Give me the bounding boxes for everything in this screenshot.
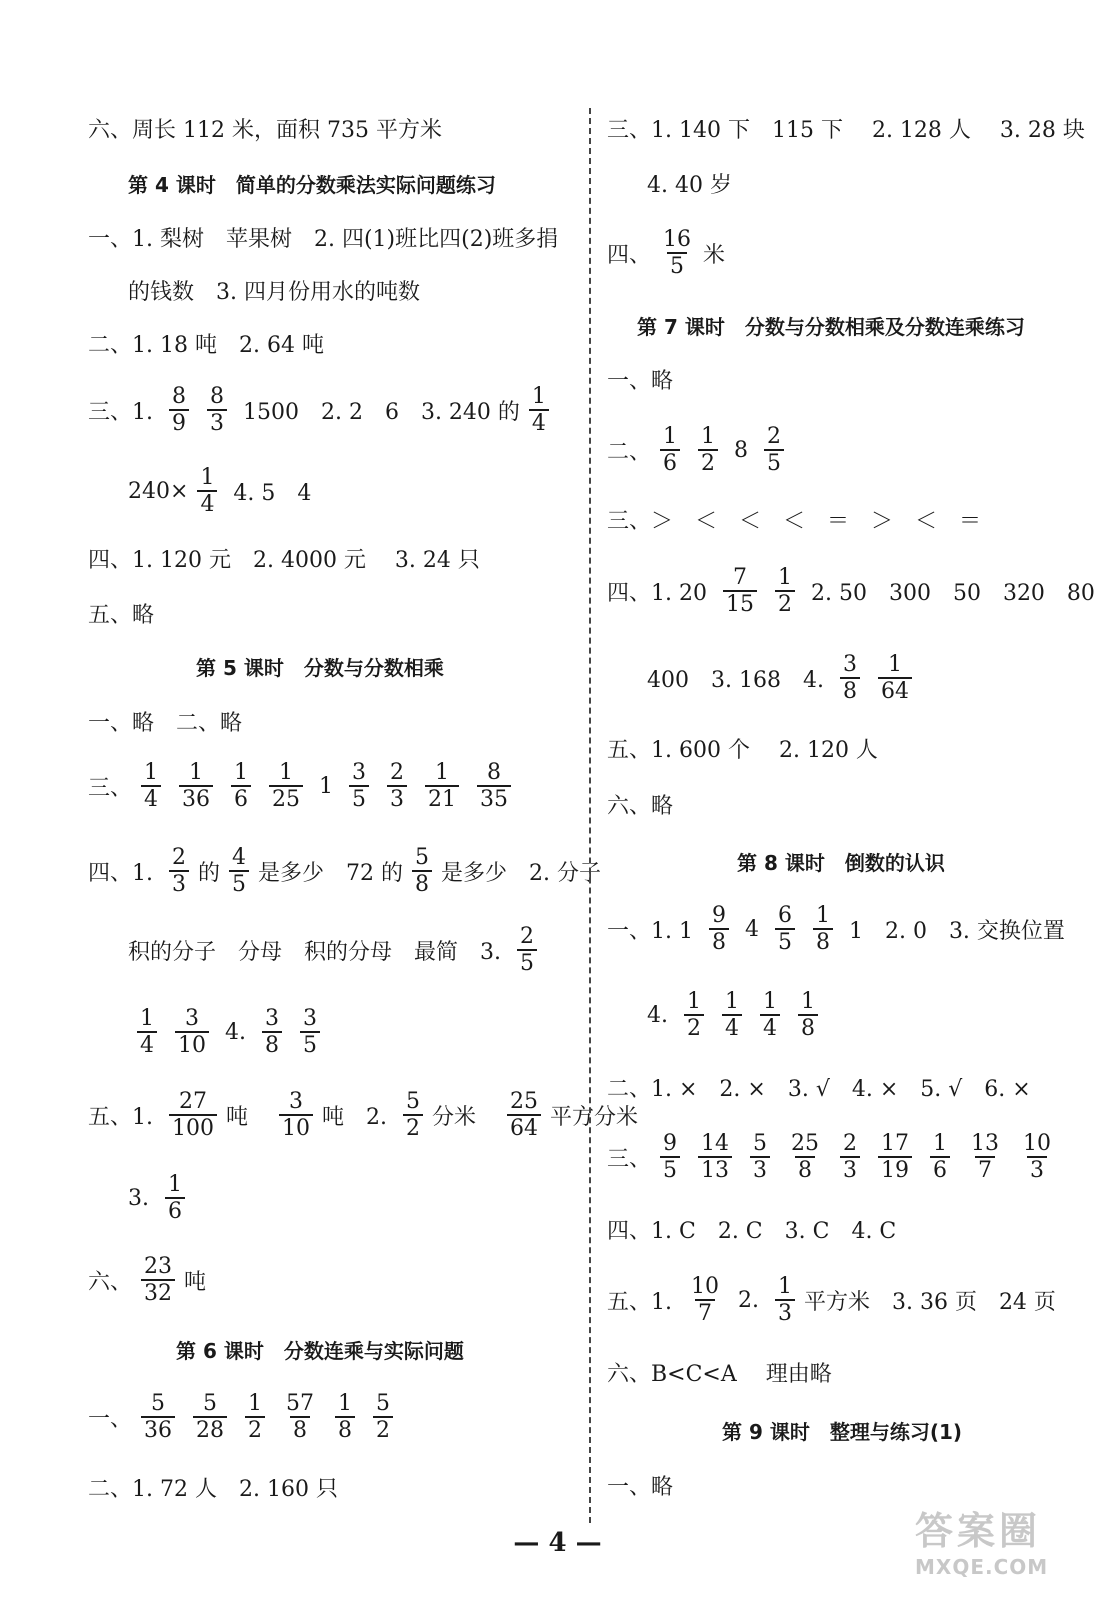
fraction-numerator: 13 — [971, 1130, 1000, 1156]
fraction — [245, 1392, 265, 1442]
answer-line — [607, 108, 1085, 148]
answer-text: 二、1. 72 人 2. 160 只 — [88, 1476, 338, 1502]
fraction-denominator: 28 — [193, 1416, 227, 1442]
fraction-numerator: 10 — [690, 1273, 719, 1299]
fraction-numerator: 3 — [185, 1005, 199, 1031]
fraction — [709, 904, 729, 954]
fraction-denominator: 36 — [141, 1416, 175, 1442]
fraction-denominator: 4 — [760, 1014, 780, 1040]
fraction-numerator: 9 — [711, 902, 726, 928]
fraction — [425, 761, 459, 811]
answer-text: 4 — [737, 916, 766, 942]
fraction — [750, 1132, 770, 1182]
fraction — [279, 1090, 313, 1140]
fraction — [137, 1007, 157, 1057]
answer-text: 四、1. C 2. C 3. C 4. C — [607, 1218, 897, 1244]
lesson-title — [128, 163, 496, 203]
fraction-numerator: 1 — [686, 988, 701, 1014]
fraction — [968, 1132, 1002, 1182]
page-number: — 4 — — [513, 1528, 602, 1558]
answer-line — [607, 1209, 896, 1249]
fraction — [723, 566, 757, 616]
answer-text: 六、B<C<A 理由略 — [607, 1361, 832, 1387]
fraction-denominator: 10 — [279, 1114, 313, 1140]
answer-text: 平方米 3. 36 页 24 页 — [803, 1289, 1056, 1315]
answer-line — [88, 108, 442, 148]
fraction-denominator: 3 — [750, 1156, 770, 1182]
fraction-denominator: 5 — [660, 1156, 680, 1182]
fraction-denominator: 64 — [878, 677, 912, 703]
fraction — [660, 1132, 680, 1182]
answer-text: 三、1. 140 下 115 下 2. 128 人 3. 28 块 — [607, 117, 1085, 143]
fraction-denominator: 7 — [975, 1156, 995, 1182]
fraction-numerator: 23 — [144, 1253, 173, 1279]
answer-text: 4. 5 4 — [226, 480, 312, 506]
fraction-denominator: 5 — [775, 928, 795, 954]
fraction — [477, 761, 511, 811]
answer-line — [88, 538, 480, 578]
answer-line — [647, 651, 921, 704]
answer-text: 4. — [647, 1002, 675, 1028]
answer-line — [88, 217, 558, 257]
fraction — [840, 1132, 860, 1182]
lesson-title-text: 第 5 课时 分数与分数相乘 — [196, 655, 444, 680]
fraction — [193, 1392, 227, 1442]
fraction — [930, 1132, 950, 1182]
fraction-numerator: 5 — [415, 844, 429, 870]
fraction-numerator: 1 — [663, 423, 678, 449]
answer-text: 一、 — [88, 1406, 133, 1432]
fraction — [165, 1173, 185, 1223]
answer-line — [607, 1352, 832, 1392]
answer-text: 六、 — [88, 1269, 133, 1295]
fraction-denominator: 3 — [207, 409, 227, 435]
answer-text: 二、1. × 2. × 3. √ 4. × 5. √ 6. × — [607, 1076, 1031, 1102]
lesson-title-text: 第 6 课时 分数连乘与实际问题 — [176, 1338, 464, 1363]
fraction-numerator: 3 — [264, 1005, 279, 1031]
fraction — [775, 566, 795, 616]
fraction-denominator: 100 — [169, 1114, 217, 1140]
answer-text: 四、1. 20 — [607, 580, 714, 606]
answer-text: 分米 — [431, 1104, 498, 1130]
answer-text: 一、1. 1 — [607, 918, 700, 944]
fraction-numerator: 5 — [151, 1390, 166, 1416]
fraction-numerator: 1 — [887, 651, 902, 677]
fraction-numerator: 2 — [520, 923, 534, 949]
answer-text: 四、 — [607, 242, 652, 268]
lesson-title-text: 第 8 课时 倒数的认识 — [737, 850, 945, 875]
answer-text: 一、略 二、略 — [88, 710, 243, 736]
fraction-denominator: 32 — [141, 1279, 175, 1305]
answer-line — [88, 844, 601, 897]
answer-text: 2. 50 300 50 320 80 — [803, 580, 1095, 606]
answer-line — [607, 728, 878, 768]
fraction-denominator: 6 — [165, 1197, 185, 1223]
fraction-numerator: 1 — [144, 759, 159, 785]
fraction-numerator: 6 — [777, 902, 792, 928]
fraction-numerator: 5 — [203, 1390, 218, 1416]
answer-text: 六、略 — [607, 793, 674, 819]
fraction-numerator: 3 — [842, 651, 857, 677]
fraction-numerator: 2 — [390, 759, 404, 785]
lesson-title — [176, 1329, 464, 1369]
answer-text: 积的分子 分母 积的分母 最简 3. — [128, 939, 508, 965]
answer-line — [607, 226, 726, 279]
fraction-numerator: 14 — [701, 1130, 730, 1156]
fraction-denominator: 5 — [349, 785, 369, 811]
fraction-denominator: 8 — [798, 1014, 818, 1040]
answer-text: 1500 2. 2 6 3. 240 的 — [235, 399, 520, 425]
fraction-numerator: 3 — [352, 759, 366, 785]
answer-text: 8 — [727, 437, 755, 463]
fraction — [1020, 1132, 1054, 1182]
answer-text: 五、1. — [607, 1289, 679, 1315]
fraction-numerator: 1 — [435, 759, 449, 785]
fraction-denominator: 2 — [698, 449, 718, 475]
fraction-denominator: 4 — [722, 1014, 742, 1040]
fraction — [175, 1007, 209, 1057]
fraction-denominator: 5 — [300, 1031, 320, 1057]
answer-line — [607, 1273, 1056, 1326]
answer-line — [607, 499, 981, 539]
fraction-denominator: 6 — [660, 449, 680, 475]
answer-line — [88, 1088, 639, 1141]
answer-line — [607, 564, 1095, 617]
fraction-denominator: 8 — [412, 870, 432, 896]
fraction-denominator: 8 — [840, 677, 860, 703]
fraction-denominator: 3 — [775, 1299, 795, 1325]
fraction-denominator: 8 — [795, 1156, 815, 1182]
answer-line — [128, 464, 312, 517]
fraction-denominator: 5 — [517, 949, 537, 975]
fraction — [387, 761, 407, 811]
answer-text: 三、 — [607, 1146, 652, 1172]
fraction — [775, 904, 795, 954]
fraction-denominator: 3 — [387, 785, 407, 811]
fraction — [207, 385, 227, 435]
fraction — [179, 761, 213, 811]
fraction — [775, 1275, 795, 1325]
fraction-numerator: 1 — [189, 759, 204, 785]
answer-text: 吨 2. — [322, 1104, 394, 1130]
answer-text: 平方分米 — [550, 1104, 639, 1130]
fraction-denominator: 64 — [507, 1114, 541, 1140]
fraction-numerator: 1 — [762, 988, 777, 1014]
fraction-numerator: 1 — [234, 759, 249, 785]
fraction-numerator: 1 — [701, 423, 716, 449]
answer-text: 五、略 — [88, 602, 155, 628]
fraction — [283, 1392, 317, 1442]
fraction — [698, 1132, 732, 1182]
fraction-numerator: 1 — [200, 464, 215, 490]
fraction — [169, 1090, 217, 1140]
fraction-denominator: 8 — [813, 928, 833, 954]
fraction — [412, 846, 432, 896]
fraction — [197, 466, 217, 516]
answer-text: 的钱数 3. 四月份用水的吨数 — [128, 279, 420, 305]
fraction — [169, 385, 189, 435]
answer-line — [607, 902, 1065, 955]
fraction-denominator: 8 — [335, 1416, 355, 1442]
fraction-numerator: 10 — [1023, 1130, 1052, 1156]
answer-text: 三、＞ ＜ ＜ ＜ ＝ ＞ ＜ ＝ — [607, 508, 982, 534]
answer-text: 三、 — [88, 775, 133, 801]
lesson-title — [737, 841, 945, 881]
fraction-denominator: 15 — [723, 590, 757, 616]
fraction-denominator: 8 — [290, 1416, 310, 1442]
answer-text: 3. — [128, 1185, 156, 1211]
fraction — [349, 761, 369, 811]
answer-text: 二、 — [607, 439, 652, 465]
fraction — [231, 761, 251, 811]
answer-text: 五、1. — [88, 1104, 160, 1130]
fraction-denominator: 9 — [169, 409, 189, 435]
answer-line — [88, 593, 154, 633]
answer-text: 2. — [730, 1287, 766, 1313]
answer-line — [607, 359, 673, 399]
fraction-numerator: 1 — [531, 383, 546, 409]
fraction-denominator: 5 — [229, 870, 249, 896]
fraction-numerator: 2 — [767, 423, 781, 449]
answer-line — [128, 1171, 194, 1224]
fraction-denominator: 5 — [764, 449, 784, 475]
fraction-denominator: 36 — [179, 785, 213, 811]
fraction-denominator: 2 — [684, 1014, 704, 1040]
fraction-denominator: 7 — [695, 1299, 715, 1325]
fraction — [141, 761, 161, 811]
answer-text: 400 3. 168 4. — [647, 667, 831, 693]
fraction-numerator: 8 — [487, 759, 501, 785]
fraction-numerator: 1 — [248, 1390, 263, 1416]
answer-line — [607, 1130, 1063, 1183]
answer-text: 三、1. — [88, 399, 160, 425]
fraction — [764, 425, 784, 475]
answer-line — [647, 988, 827, 1041]
fraction-numerator: 57 — [286, 1390, 315, 1416]
fraction — [878, 1132, 912, 1182]
fraction-numerator: 25 — [791, 1130, 820, 1156]
lesson-title-text: 第 7 课时 分数与分数相乘及分数连乘练习 — [637, 314, 1025, 339]
fraction-denominator: 25 — [269, 785, 303, 811]
fraction — [335, 1392, 355, 1442]
fraction-denominator: 4 — [529, 409, 549, 435]
fraction — [229, 846, 249, 896]
lesson-title — [196, 646, 444, 686]
fraction-numerator: 25 — [510, 1088, 538, 1114]
answer-line — [647, 163, 732, 203]
fraction — [813, 904, 833, 954]
fraction-numerator: 3 — [289, 1088, 303, 1114]
watermark-text-bottom: MXQE.COM — [915, 1555, 1049, 1579]
fraction-numerator: 4 — [232, 844, 246, 870]
fraction-denominator: 4 — [137, 1031, 157, 1057]
fraction — [269, 761, 303, 811]
watermark-text-top: 答案圈 — [915, 1509, 1042, 1553]
fraction — [141, 1392, 175, 1442]
fraction — [529, 385, 549, 435]
fraction-denominator: 8 — [262, 1031, 282, 1057]
fraction — [684, 990, 704, 1040]
fraction-denominator: 4 — [197, 490, 217, 516]
lesson-title — [722, 1410, 962, 1450]
answer-text: 五、1. 600 个 2. 120 人 — [607, 737, 878, 763]
answer-line — [88, 1390, 402, 1443]
answer-line — [607, 423, 793, 476]
fraction-denominator: 19 — [878, 1156, 912, 1182]
answer-line — [607, 1067, 1031, 1107]
answer-text: 一、1. 梨树 苹果树 2. 四(1)班比四(2)班多捐 — [88, 226, 559, 252]
fraction — [722, 990, 742, 1040]
fraction-numerator: 1 — [800, 988, 815, 1014]
fraction-denominator: 8 — [709, 928, 729, 954]
answer-text: 一、略 — [607, 368, 674, 394]
answer-text: 二、1. 18 吨 2. 64 吨 — [88, 332, 324, 358]
answer-line — [88, 759, 520, 812]
fraction-numerator: 8 — [209, 383, 224, 409]
answer-text: 米 — [703, 242, 726, 268]
fraction — [141, 1255, 175, 1305]
fraction — [840, 653, 860, 703]
answer-text: 一、略 — [607, 1474, 674, 1500]
lesson-title — [637, 305, 1025, 345]
fraction-numerator: 27 — [178, 1088, 207, 1114]
fraction-denominator: 2 — [245, 1416, 265, 1442]
answer-line — [607, 784, 673, 824]
fraction — [878, 653, 912, 703]
fraction-numerator: 2 — [171, 844, 186, 870]
answer-text: 六、周长 112 米，面积 735 平方米 — [88, 117, 442, 143]
answer-text: 4. 40 岁 — [647, 172, 732, 198]
lesson-title-text: 第 4 课时 简单的分数乘法实际问题练习 — [128, 172, 496, 197]
answer-text: 240× — [128, 478, 189, 504]
fraction-numerator: 17 — [881, 1130, 910, 1156]
answer-line — [88, 383, 558, 436]
fraction — [169, 846, 189, 896]
fraction — [688, 1275, 722, 1325]
fraction — [403, 1090, 423, 1140]
answer-text: 四、1. 120 元 2. 4000 元 3. 24 只 — [88, 547, 480, 573]
answer-text: 4. — [218, 1019, 253, 1045]
fraction-denominator: 2 — [775, 590, 795, 616]
fraction-denominator: 3 — [840, 1156, 860, 1182]
answer-line — [128, 1005, 329, 1058]
fraction — [262, 1007, 282, 1057]
fraction-numerator: 2 — [843, 1130, 858, 1156]
answer-line — [88, 323, 324, 363]
fraction-denominator: 4 — [141, 785, 161, 811]
fraction — [507, 1090, 541, 1140]
fraction-denominator: 13 — [698, 1156, 732, 1182]
fraction-numerator: 3 — [302, 1005, 317, 1031]
fraction — [660, 425, 680, 475]
fraction-numerator: 9 — [663, 1130, 678, 1156]
fraction — [760, 990, 780, 1040]
answer-text: 1 2. 0 3. 交换位置 — [841, 918, 1065, 944]
fraction-denominator: 35 — [477, 785, 511, 811]
answer-line — [88, 1467, 338, 1507]
fraction-denominator: 6 — [930, 1156, 950, 1182]
answer-line — [607, 1465, 673, 1505]
fraction-numerator: 1 — [167, 1171, 182, 1197]
answer-text: 吨 — [225, 1104, 270, 1130]
fraction — [517, 925, 537, 975]
fraction-numerator: 1 — [279, 759, 294, 785]
fraction-denominator: 6 — [231, 785, 251, 811]
fraction-numerator: 5 — [376, 1390, 391, 1416]
fraction — [300, 1007, 320, 1057]
fraction-numerator: 5 — [753, 1130, 768, 1156]
answer-line — [88, 701, 242, 741]
fraction-numerator: 16 — [663, 226, 692, 252]
fraction-numerator: 1 — [338, 1390, 353, 1416]
fraction-denominator: 3 — [169, 870, 189, 896]
fraction-denominator: 21 — [425, 785, 459, 811]
lesson-title-text: 第 9 课时 整理与练习(1) — [722, 1419, 963, 1444]
fraction — [698, 425, 718, 475]
fraction-numerator: 1 — [140, 1005, 154, 1031]
fraction — [798, 990, 818, 1040]
answer-text: 1 — [312, 773, 340, 799]
answer-text: 是多少 72 的 — [258, 860, 403, 886]
fraction-denominator: 2 — [403, 1114, 423, 1140]
answer-line — [88, 1253, 207, 1306]
answer-text: 四、1. — [88, 860, 160, 886]
column-divider — [589, 108, 591, 1523]
fraction-numerator: 1 — [777, 1273, 792, 1299]
fraction-numerator: 1 — [777, 564, 792, 590]
fraction — [788, 1132, 822, 1182]
fraction-numerator: 5 — [405, 1088, 420, 1114]
fraction-numerator: 1 — [815, 902, 830, 928]
fraction-numerator: 8 — [171, 383, 186, 409]
fraction — [660, 228, 694, 278]
answer-text: 的 — [197, 860, 220, 886]
answer-text: 吨 — [184, 1269, 207, 1295]
fraction — [373, 1392, 393, 1442]
answer-line — [128, 270, 420, 310]
watermark-logo — [915, 1500, 1095, 1590]
answer-line — [128, 923, 546, 976]
fraction-numerator: 1 — [933, 1130, 948, 1156]
answer-text: 是多少 2. 分子 — [441, 860, 601, 886]
fraction-denominator: 10 — [175, 1031, 209, 1057]
fraction-denominator: 2 — [373, 1416, 393, 1442]
fraction-denominator: 5 — [667, 252, 687, 278]
fraction-numerator: 1 — [724, 988, 739, 1014]
fraction-denominator: 3 — [1027, 1156, 1047, 1182]
fraction-numerator: 7 — [732, 564, 747, 590]
